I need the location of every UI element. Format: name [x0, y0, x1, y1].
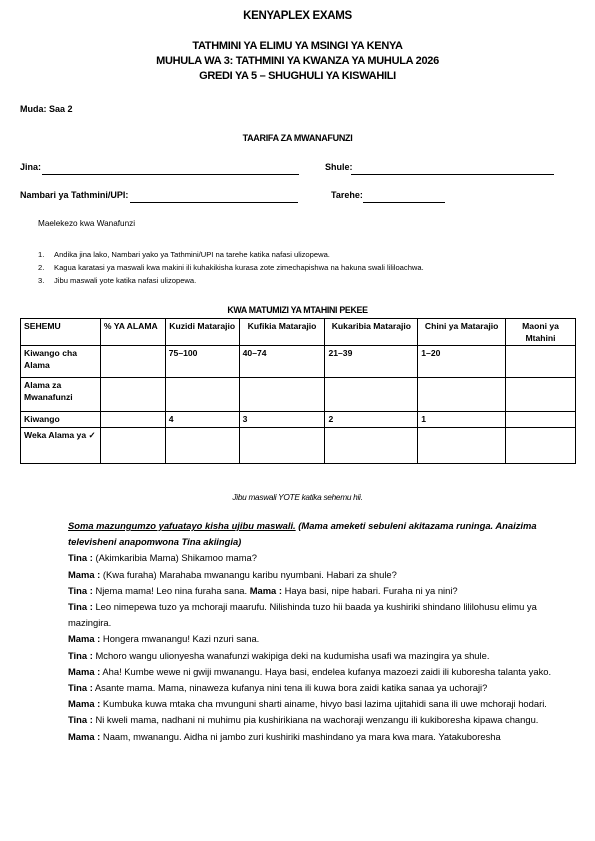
speaker-label: Tina :	[68, 649, 93, 661]
duration: Muda: Saa 2	[20, 104, 73, 114]
table-header-cell: SEHEMU	[21, 319, 101, 346]
instruction-item: 1. Andika jina lako, Nambari yako ya Tathmini/UPI na tarehe katika nafasi ulizopewa.	[38, 250, 330, 259]
table-header-row	[21, 319, 576, 346]
speaker-label: Mama :	[68, 665, 101, 677]
instruction-item: 3. Jibu maswali yote katika nafasi ulizopewa.	[38, 276, 197, 285]
table-cell: 4	[165, 412, 239, 428]
table-row	[21, 346, 576, 378]
table-cell[interactable]	[506, 378, 576, 412]
table-cell[interactable]	[165, 428, 239, 464]
table-cell[interactable]	[100, 378, 165, 412]
table-cell	[100, 346, 165, 378]
speaker-label: Mama :	[68, 568, 101, 580]
table-cell: Kiwango	[21, 412, 101, 428]
dialogue-line: Tina : (Akimkaribia Mama) Shikamoo mama?	[68, 552, 257, 564]
table-cell: 75–100	[165, 346, 239, 378]
speaker-label: Mama :	[68, 698, 101, 710]
speaker-label: Tina :	[68, 601, 93, 613]
table-row	[21, 412, 576, 428]
dialogue-line: Mama : (Kwa furaha) Marahaba mwanangu karibu nyumbani. Habari za shule?	[68, 568, 397, 580]
exam-title-line3: GREDI YA 5 – SHUGHULI YA KISWAHILI	[199, 70, 396, 82]
dialogue-line: Mama : Kumbuka kuwa mtaka cha mvunguni sharti ainame, hivyo basi lazima ujitahidi sana ili uwe mchoraji hodari.	[68, 698, 547, 710]
table-row	[21, 378, 576, 412]
table-cell	[100, 412, 165, 428]
name-label: Jina:	[20, 162, 42, 172]
table-cell	[506, 346, 576, 378]
table-header-cell: Kukaribia Matarajio	[325, 319, 418, 346]
table-header-cell: Chini ya Matarajio	[418, 319, 506, 346]
instruction-item: 2. Kagua karatasi ya maswali kwa makini ili kuhakikisha kurasa zote zimechapishwa na hakuna swali lililoachwa.	[38, 263, 424, 272]
speaker-label: Mama :	[68, 730, 101, 742]
table-row	[21, 428, 576, 464]
exam-title-line1: TATHMINI YA ELIMU YA MSINGI YA KENYA	[192, 40, 403, 52]
table-cell[interactable]	[239, 378, 325, 412]
name-field-row	[20, 162, 41, 172]
dialogue-line: Tina : Asante mama. Mama, ninaweza kufanya nini tena ili kuwa bora zaidi katika sanaa ya uchoraji?	[68, 682, 488, 694]
dialogue-line: Tina : Mchoro wangu ulionyesha wanafunzi wakipiga deki na kudumisha usafi wa mazingira ya shule.	[68, 649, 490, 661]
passage-intro: Soma mazungumzo yafuatayo kisha ujibu maswali. (Mama ameketi sebuleni akitazama runinga. Anaizima televisheni anapomwona Tina akiingia)	[68, 520, 537, 548]
examiner-table-title: KWA MATUMIZI YA MTAHINI PEKEE	[227, 305, 368, 315]
table-cell[interactable]	[239, 428, 325, 464]
dialogue-line: Mama : Hongera mwanangu! Kazi nzuri sana.	[68, 633, 260, 645]
dialogue-line: Tina : Njema mama! Leo nina furaha sana. Mama : Haya basi, nipe habari. Furaha ni ya nini?	[68, 584, 458, 596]
table-cell: 40–74	[239, 346, 325, 378]
table-header-cell: Kuzidi Matarajio	[165, 319, 239, 346]
date-field[interactable]	[363, 190, 445, 203]
speaker-label: Tina :	[68, 682, 93, 694]
table-cell	[506, 412, 576, 428]
speaker-label: Mama :	[249, 584, 283, 596]
table-header-cell: % YA ALAMA	[100, 319, 165, 346]
table-header-cell: Maoni ya Mtahini	[506, 319, 576, 346]
dialogue-line: Mama : Naam, mwanangu. Aidha ni jambo zuri kushiriki mashindano ya mara kwa mara. Yatakuboresha	[68, 730, 501, 742]
dialogue-line: Tina : Ni kweli mama, nadhani ni muhimu pia kushirikiana na wachoraji wenzangu ili kukiboresha kipawa changu.	[68, 714, 539, 726]
speaker-label: Tina :	[68, 714, 93, 726]
table-cell[interactable]	[418, 428, 506, 464]
instructions-title: Maelekezo kwa Wanafunzi	[38, 219, 136, 228]
table-cell: 1–20	[418, 346, 506, 378]
table-cell: 2	[325, 412, 418, 428]
table-header-cell: Kufikia Matarajio	[239, 319, 325, 346]
upi-field[interactable]	[130, 190, 298, 203]
table-cell[interactable]	[506, 428, 576, 464]
dialogue-passage	[68, 518, 580, 745]
date-label: Tarehe:	[331, 190, 363, 200]
table-cell: Kiwango cha Alama	[21, 346, 101, 378]
speaker-label: Mama :	[68, 633, 101, 645]
speaker-label: Tina :	[68, 552, 93, 564]
exam-org-title: KENYAPLEX EXAMS	[243, 10, 352, 22]
table-cell: 1	[418, 412, 506, 428]
dialogue-line: Mama : Aha! Kumbe wewe ni gwiji mwanangu. Haya basi, endelea kufanya mazoezi zaidi ili kuboresha talanta yako.	[68, 665, 552, 677]
exam-title-line2: MUHULA WA 3: TATHMINI YA KWANZA YA MUHULA 2026	[156, 55, 439, 67]
name-field[interactable]	[42, 162, 299, 175]
student-info-title: TAARIFA ZA MWANAFUNZI	[242, 133, 353, 143]
table-cell[interactable]	[325, 428, 418, 464]
table-cell: Alama za Mwanafunzi	[21, 378, 101, 412]
table-cell[interactable]	[418, 378, 506, 412]
table-cell: 21–39	[325, 346, 418, 378]
speaker-label: Tina :	[68, 584, 93, 596]
school-label: Shule:	[325, 162, 353, 172]
table-cell[interactable]	[100, 428, 165, 464]
upi-label: Nambari ya Tathmini/UPI:	[20, 190, 129, 200]
table-cell[interactable]	[165, 378, 239, 412]
instructions-list	[38, 248, 424, 287]
section-note: Jibu maswali YOTE katika sehemu hii.	[232, 492, 363, 502]
school-field[interactable]	[351, 162, 554, 175]
table-cell: 3	[239, 412, 325, 428]
examiner-marks-table	[20, 318, 576, 464]
table-cell[interactable]	[325, 378, 418, 412]
table-cell: Weka Alama ya ✓	[21, 428, 101, 464]
dialogue-line: Tina : Leo nimepewa tuzo ya mchoraji maarufu. Nilishinda tuzo hii baada ya kushiriki shindano lililohusu elimu ya mazingira.	[68, 601, 537, 629]
